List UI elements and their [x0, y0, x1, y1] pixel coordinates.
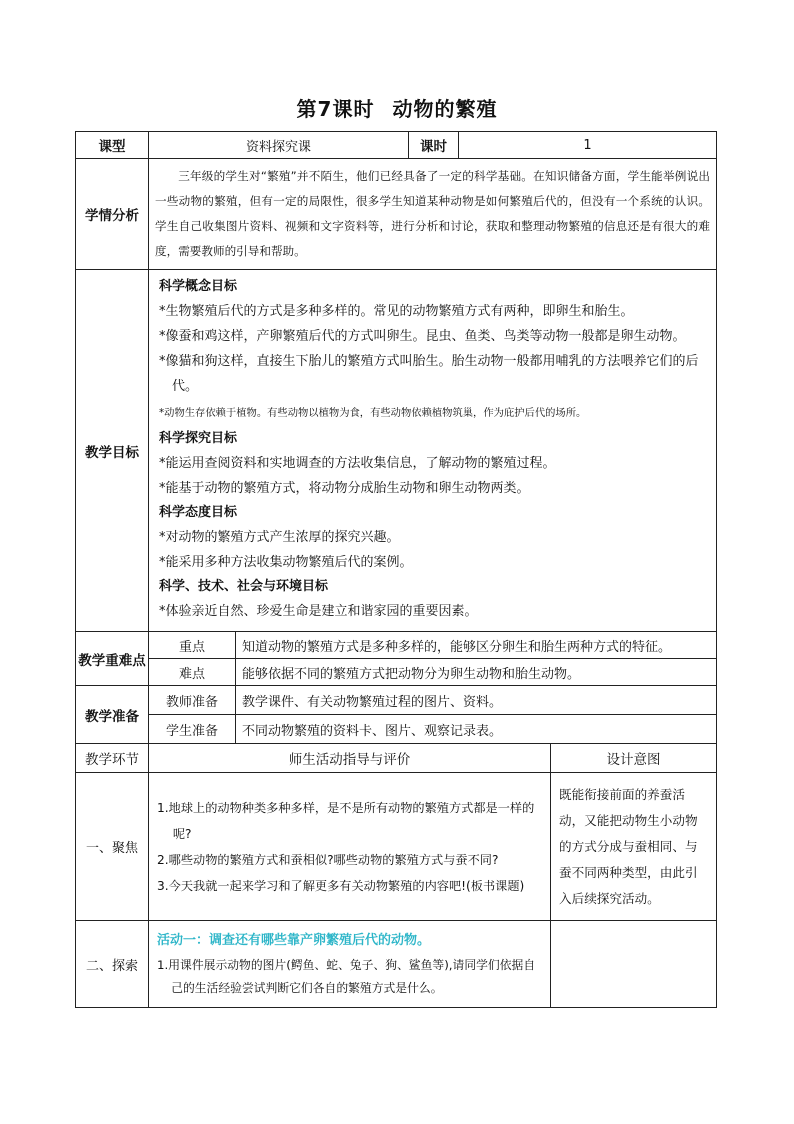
- concept-goal-item: *动物生存依赖于植物。有些动物以植物为食，有些动物依赖植物筑巢，作为庇护后代的场所。: [159, 406, 587, 419]
- concept-goal-heading: 科学概念目标: [159, 278, 238, 294]
- stse-goal-item: *体验亲近自然、珍爱生命是建立和谐家园的重要因素。: [159, 603, 478, 619]
- concept-goal-item: *生物繁殖后代的方式是多种多样的。常见的动物繁殖方式有两种，即卵生和胎生。: [159, 303, 634, 319]
- keypoints-label: 教学重难点: [76, 632, 149, 686]
- key-point-text: 知道动物的繁殖方式是多种多样的，能够区分卵生和胎生两种方式的特征。: [236, 632, 717, 659]
- stage-explore-intent: [551, 921, 717, 1008]
- stage-explore-name: 二、探索: [76, 921, 149, 1008]
- attitude-goal-item: *对动物的繁殖方式产生浓厚的探究兴趣。: [159, 529, 400, 545]
- lesson-plan-table: [75, 131, 716, 1008]
- prep-label: 教学准备: [76, 686, 149, 744]
- focus-step: 1.地球上的动物种类多种多样，是不是所有动物的繁殖方式都是一样的呢?: [157, 800, 535, 841]
- row-key-point: [76, 632, 717, 659]
- focus-step: 3.今天我就一起来学习和了解更多有关动物繁殖的内容吧!(板书课题): [157, 878, 525, 893]
- row-teaching-goals: [76, 270, 717, 632]
- process-header-row: [76, 744, 717, 773]
- lesson-type-label: 课型: [76, 132, 149, 159]
- row-lesson-type: [76, 132, 717, 159]
- lesson-name: 动物的繁殖: [392, 97, 498, 121]
- stage-explore-row: [76, 921, 717, 1008]
- page-title: [0, 93, 794, 122]
- concept-goal-item: *像猫和狗这样，直接生下胎儿的繁殖方式叫胎生。胎生动物一般都用哺乳的方法喂养它们的后代。: [159, 353, 699, 394]
- goals-content: [149, 270, 717, 632]
- focus-step: 2.哪些动物的繁殖方式和蚕相似?哪些动物的繁殖方式与蚕不同?: [157, 852, 499, 867]
- student-prep-label: 学生准备: [149, 715, 236, 744]
- key-point-label: 重点: [149, 632, 236, 659]
- analysis-label: 学情分析: [76, 159, 149, 270]
- intent-header: 设计意图: [551, 744, 717, 773]
- inquiry-goal-item: *能运用查阅资料和实地调查的方法收集信息，了解动物的繁殖过程。: [159, 455, 556, 471]
- attitude-goal-item: *能采用多种方法收集动物繁殖后代的案例。: [159, 554, 413, 570]
- lesson-hours-label: 课时: [409, 132, 459, 159]
- row-difficult-point: [76, 659, 717, 686]
- lesson-hours-value: 1: [459, 132, 717, 159]
- stse-goal-heading: 科学、技术、社会与环境目标: [159, 578, 329, 594]
- analysis-text: 三年级的学生对“繁殖”并不陌生，他们已经具备了一定的科学基础。在知识储备方面，学生能举例说出一些动物的繁殖，但有一定的局限性，很多学生知道某种动物是如何繁殖后代的，但没有一个系统的认识。学生自己收集图片资料、视频和文字资料等，进行分析和讨论，获取和整理动物繁殖的信息还是有很大的难度，需要教师的引导和帮助。: [149, 159, 717, 270]
- teacher-prep-text: 教学课件、有关动物繁殖过程的图片、资料。: [236, 686, 717, 715]
- stage-focus-row: [76, 773, 717, 921]
- activity-header: 师生活动指导与评价: [149, 744, 551, 773]
- attitude-goal-heading: 科学态度目标: [159, 504, 238, 520]
- stage-focus-activities: [149, 773, 551, 921]
- goals-label: 教学目标: [76, 270, 149, 632]
- lesson-number: 第7课时: [296, 97, 375, 121]
- teacher-prep-label: 教师准备: [149, 686, 236, 715]
- student-prep-text: 不同动物繁殖的资料卡、图片、观察记录表。: [236, 715, 717, 744]
- lesson-type-value: 资料探究课: [149, 132, 409, 159]
- difficult-point-text: 能够依据不同的繁殖方式把动物分为卵生动物和胎生动物。: [236, 659, 717, 686]
- explore-step: 1.用课件展示动物的图片(鳄鱼、蛇、兔子、狗、鲨鱼等),请同学们依据自己的生活经验尝试判断它们各自的繁殖方式是什么。: [157, 958, 536, 995]
- concept-goal-item: *像蚕和鸡这样，产卵繁殖后代的方式叫卵生。昆虫、鱼类、鸟类等动物一般都是卵生动物。: [159, 328, 686, 344]
- row-student-prep: [76, 715, 717, 744]
- row-student-analysis: [76, 159, 717, 270]
- difficult-point-label: 难点: [149, 659, 236, 686]
- stage-focus-name: 一、聚焦: [76, 773, 149, 921]
- inquiry-goal-heading: 科学探究目标: [159, 430, 238, 446]
- inquiry-goal-item: *能基于动物的繁殖方式，将动物分成胎生动物和卵生动物两类。: [159, 480, 530, 496]
- stage-header: 教学环节: [76, 744, 149, 773]
- stage-focus-intent: 既能衔接前面的养蚕活动，又能把动物生小动物的方式分成与蚕相同、与蚕不同两种类型，由此引入后续探究活动。: [551, 773, 717, 921]
- stage-explore-activities: [149, 921, 551, 1008]
- row-teacher-prep: [76, 686, 717, 715]
- activity-one-title: 活动一：调查还有哪些靠产卵繁殖后代的动物。: [157, 933, 431, 948]
